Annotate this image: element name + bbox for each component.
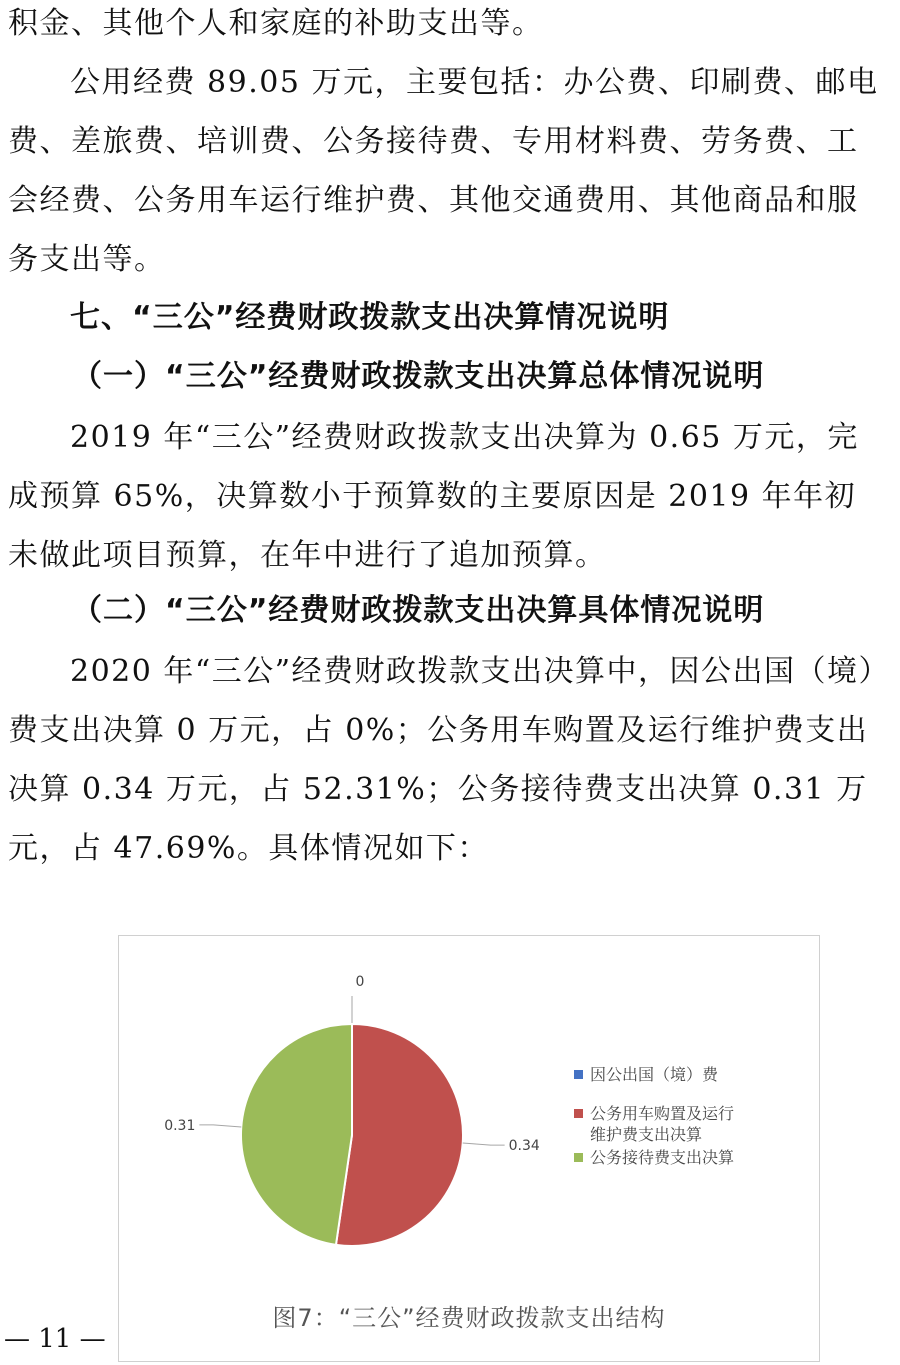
leader-line-reception xyxy=(199,1125,241,1127)
paragraph-overall-description: 2019 年“三公”经费财政拨款支出决算为 0.65 万元，完成预算 65%，决算数小于预算数的主要原因是 2019 年年初未做此项目预算，在年中进行了追加预算。 xyxy=(8,420,859,573)
section-heading-seven: 七、“三公”经费财政拨款支出决算情况说明 xyxy=(70,300,670,335)
chart-legend xyxy=(574,1064,814,1178)
legend-label-reception: 公务接待费支出决算 xyxy=(590,1148,735,1167)
legend-swatch-vehicle xyxy=(574,1109,583,1118)
pie-chart-container xyxy=(118,935,820,1362)
slice-reception xyxy=(241,1024,352,1245)
slice-vehicle xyxy=(336,1024,463,1246)
legend-label-vehicle-line1: 公务用车购置及运行 xyxy=(590,1104,735,1123)
subsection-heading-overall: （一）“三公”经费财政拨款支出决算总体情况说明 xyxy=(72,359,765,394)
data-label-reception: 0.31 xyxy=(164,1117,196,1134)
page-number: — 11 — xyxy=(4,1324,106,1354)
paragraph-specific-description: 2020 年“三公”经费财政拨款支出决算中，因公出国（境）费支出决算 0 万元，占 0%；公务用车购置及运行维护费支出决算 0.34 万元，占 52.31%；公务接待费支出决算 0.31 万元，占 47.69%。具体情况如下： xyxy=(8,654,876,866)
data-label-vehicle: 0.34 xyxy=(508,1138,540,1155)
legend-swatch-abroad xyxy=(574,1070,583,1079)
legend-item-abroad xyxy=(574,1064,814,1085)
chart-title: 图7：“三公”经费财政拨款支出结构 xyxy=(272,1304,666,1332)
legend-item-reception xyxy=(574,1147,814,1168)
data-label-abroad: 0 xyxy=(355,974,365,990)
paragraph-public-expense: 公用经费 89.05 万元，主要包括：办公费、印刷费、邮电费、差旅费、培训费、公务接待费、专用材料费、劳务费、工会经费、公务用车运行维护费、其他交通费用、其他商品和服务支出等。 xyxy=(8,65,879,277)
legend-label-abroad: 因公出国（境）费 xyxy=(590,1065,719,1084)
leader-line-vehicle xyxy=(463,1143,505,1145)
legend-label-vehicle-line2: 维护费支出决算 xyxy=(590,1125,703,1144)
subsection-heading-specific: （二）“三公”经费财政拨款支出决算具体情况说明 xyxy=(72,593,765,628)
legend-item-vehicle xyxy=(574,1103,814,1145)
legend-swatch-reception xyxy=(574,1153,583,1162)
paragraph-personal-expense-end: 积金、其他个人和家庭的补助支出等。 xyxy=(8,6,544,41)
